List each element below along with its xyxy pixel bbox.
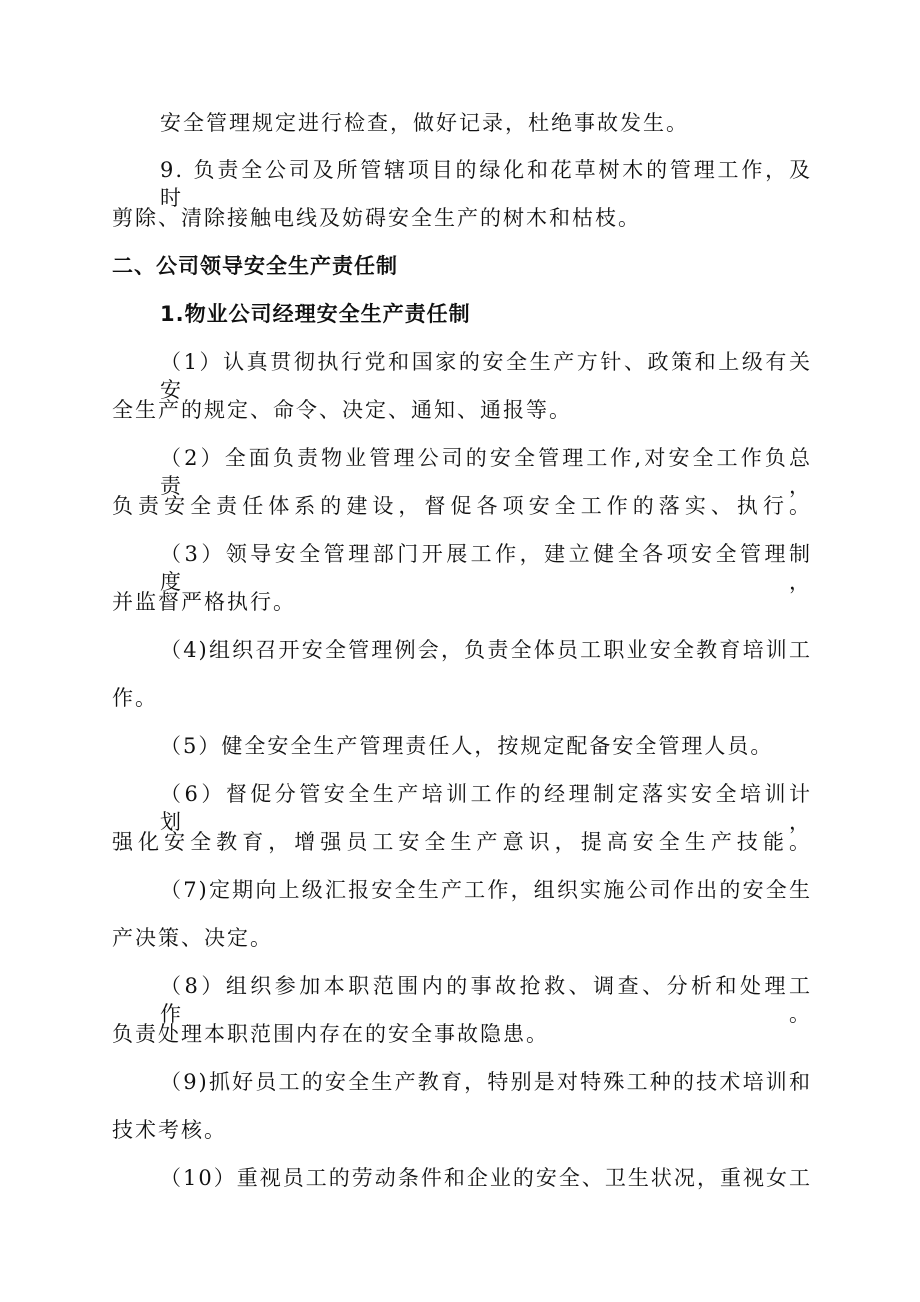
- paragraph-line: （7)定期向上级汇报安全生产工作，组织实施公司作出的安全生: [160, 878, 812, 902]
- paragraph-line: （8）组织参加本职范围内的事故抢救、调查、分析和处理工作。: [160, 974, 812, 1026]
- paragraph-line: 9. 负责全公司及所管辖项目的绿化和花草树木的管理工作，及时: [160, 158, 812, 210]
- paragraph-line: （4)组织召开安全管理例会，负责全体员工职业安全教育培训工: [160, 638, 812, 662]
- paragraph-line: 强化安全教育，增强员工安全生产意识，提高安全生产技能。: [112, 830, 812, 854]
- paragraph-line: （9)抓好员工的安全生产教育，特别是对特殊工种的技术培训和: [160, 1070, 812, 1094]
- paragraph-line: 剪除、清除接触电线及妨碍安全生产的树木和枯枝。: [112, 206, 641, 230]
- paragraph-line: 并监督严格执行。: [112, 590, 296, 614]
- paragraph-line: 产决策、决定。: [112, 926, 273, 950]
- paragraph-line: （1）认真贯彻执行党和国家的安全生产方针、政策和上级有关安: [160, 350, 812, 402]
- paragraph-line: 全生产的规定、命令、决定、通知、通报等。: [112, 398, 572, 422]
- paragraph-line: （5）健全安全生产管理责任人，按规定配备安全管理人员。: [160, 734, 774, 758]
- paragraph-line: 安全管理规定进行检查，做好记录，杜绝事故发生。: [160, 111, 689, 135]
- section-heading: 二、公司领导安全生产责任制: [112, 254, 398, 278]
- paragraph-line: 负责安全责任体系的建设，督促各项安全工作的落实、执行。: [112, 494, 812, 518]
- paragraph-line: 负责处理本职范围内存在的安全事故隐患。: [112, 1022, 549, 1046]
- paragraph-line: （10）重视员工的劳动条件和企业的安全、卫生状况，重视女工: [160, 1166, 812, 1190]
- subsection-heading: 1.物业公司经理安全生产责任制: [160, 302, 471, 326]
- paragraph-line: 技术考核。: [112, 1118, 227, 1142]
- paragraph-line: 作。: [112, 686, 158, 710]
- paragraph-line: （3）领导安全管理部门开展工作，建立健全各项安全管理制度，: [160, 542, 812, 594]
- paragraph-line: （2）全面负责物业管理公司的安全管理工作,对安全工作负总责，: [160, 446, 812, 498]
- paragraph-line: （6）督促分管安全生产培训工作的经理制定落实安全培训计划，: [160, 782, 812, 834]
